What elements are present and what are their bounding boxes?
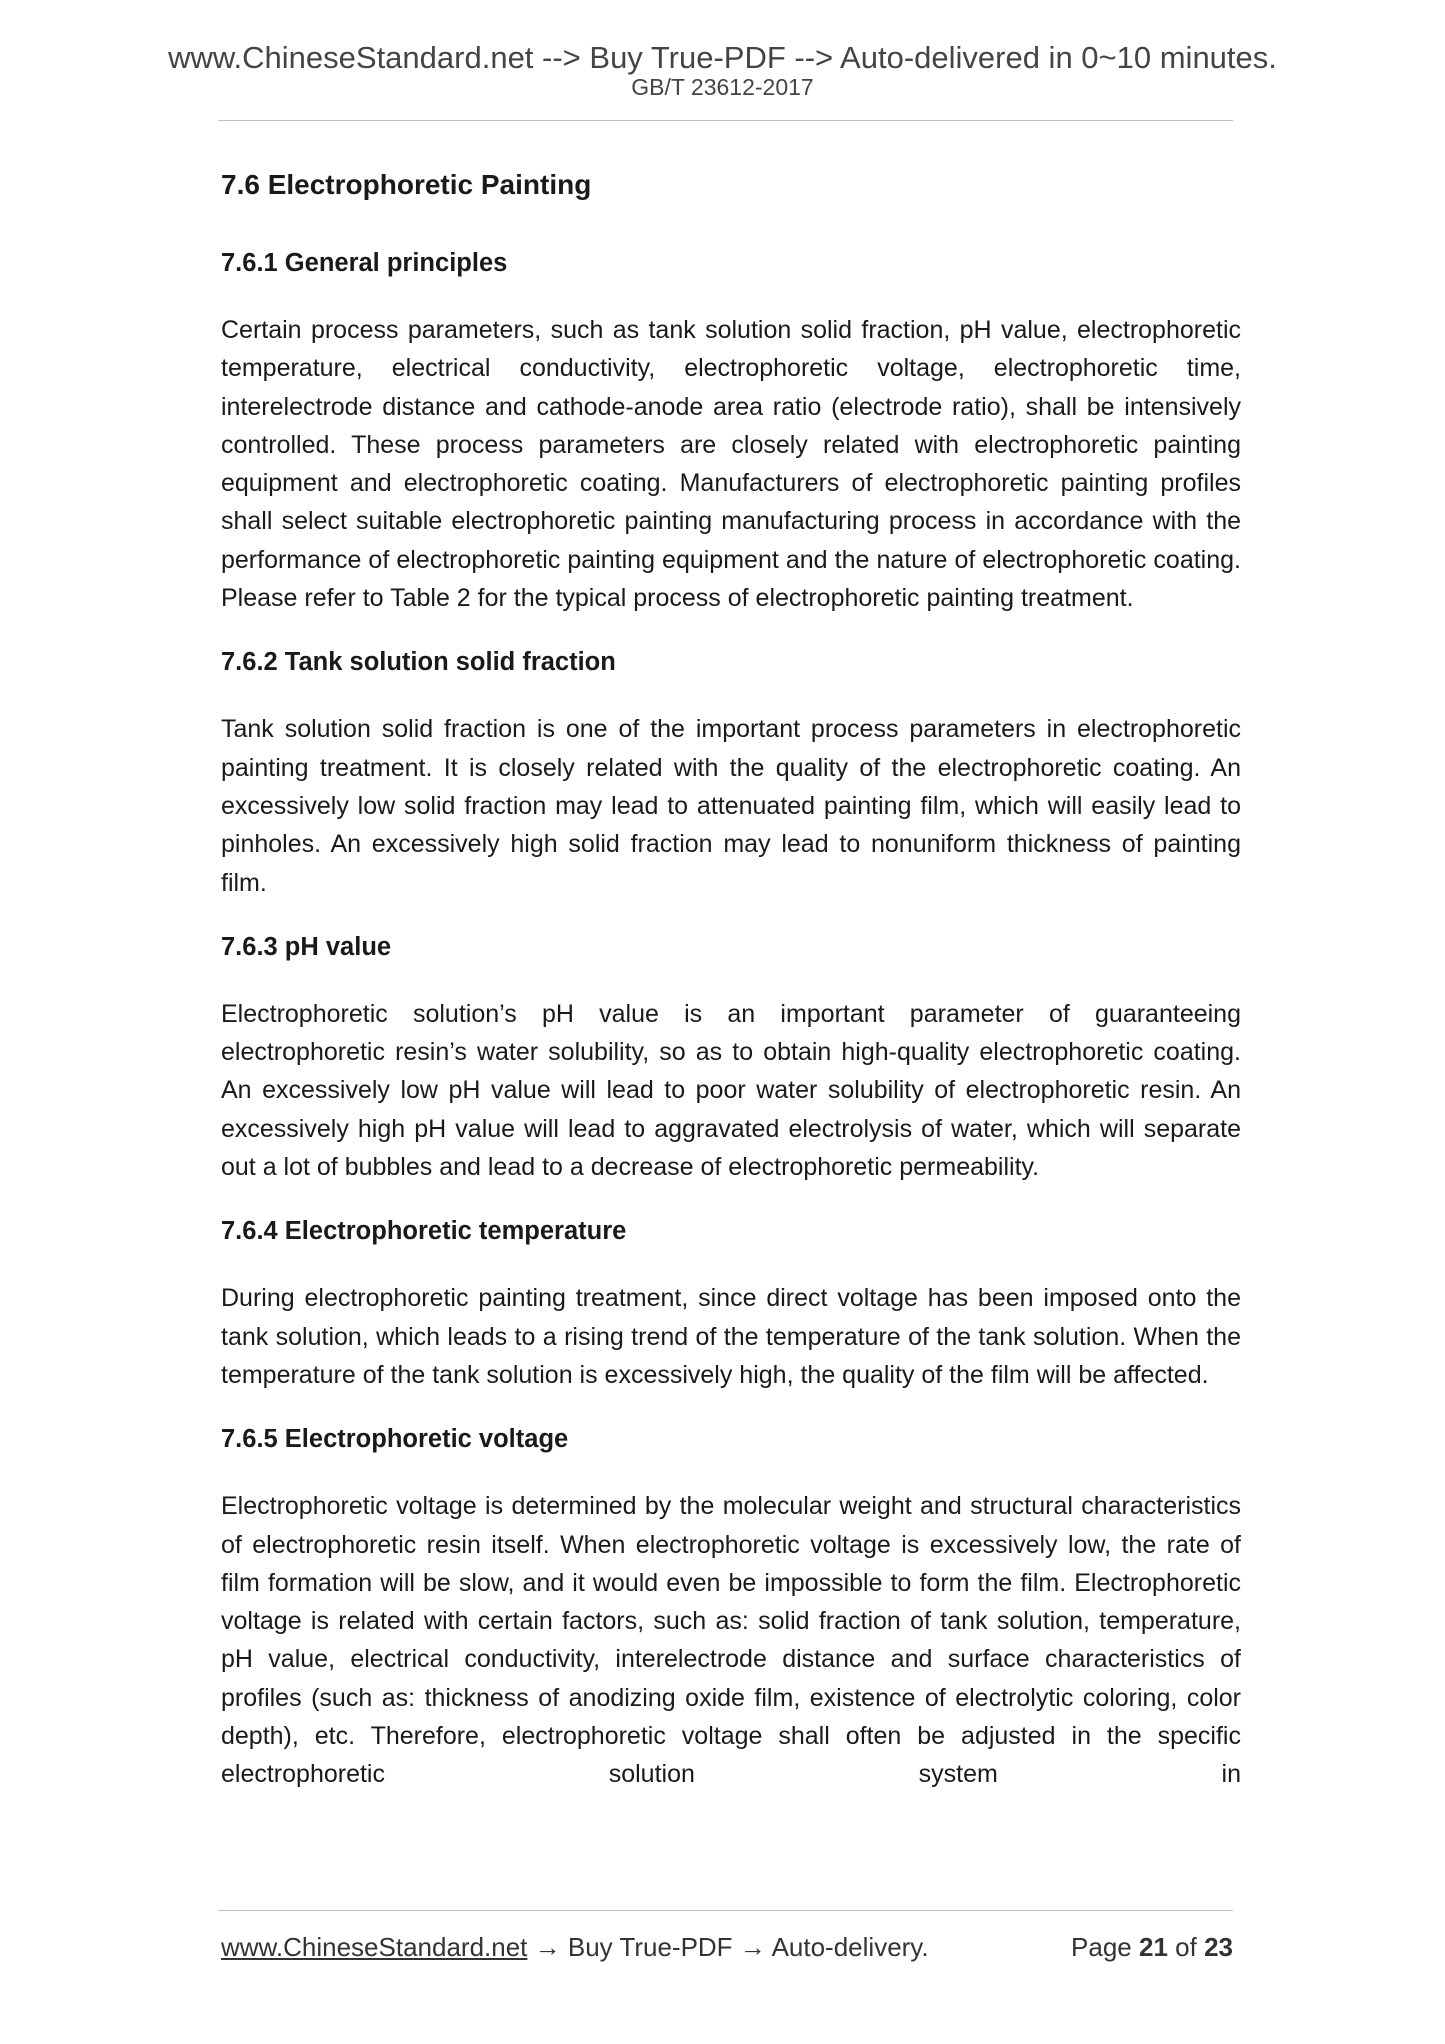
page-label: Page bbox=[1071, 1932, 1132, 1962]
paragraph-solid-fraction: Tank solution solid fraction is one of the important process parameters in electrophoretic painting treatment. It is closely related with the quality of the electrophoretic coating. An excessively low solid fraction may lead to attenuated painting film, which will easily lead to pinholes. An excessively high solid fraction may lead to nonuniform thickness of painting film. bbox=[221, 715, 1241, 897]
top-banner: www.ChineseStandard.net --> Buy True-PDF --> Auto-delivered in 0~10 minutes. bbox=[168, 40, 1277, 75]
paragraph-general-principles: Certain process parameters, such as tank solution solid fraction, pH value, electrophoretic temperature, electrical conductivity, electrophoretic voltage, electrophoretic time, interelectrode distance and cathode-anode area ratio (electrode ratio), shall be intensively controlled. These process parameters are closely related with electrophoretic painting equipment and electrophoretic coating. Manufacturers of electrophoretic painting profiles shall select suitable electrophoretic painting manufacturing process in accordance with the performance of electrophoretic painting equipment and the nature of electrophoretic coating. Please refer to Table 2 for the typical process of electrophoretic painting treatment. bbox=[221, 316, 1241, 613]
header-divider bbox=[218, 120, 1233, 121]
subsection-title-solid-fraction: 7.6.2 Tank solution solid fraction bbox=[221, 648, 616, 677]
page-indicator bbox=[1071, 1929, 1233, 1965]
subsection-title-ph-value: 7.6.3 pH value bbox=[221, 932, 392, 961]
page-of-label: of bbox=[1175, 1932, 1197, 1962]
subsection-title-temperature: 7.6.4 Electrophoretic temperature bbox=[221, 1217, 627, 1246]
document-body bbox=[221, 165, 1241, 1820]
page-footer bbox=[221, 1929, 1233, 1965]
footer-left bbox=[221, 1929, 929, 1965]
footer-site-link[interactable]: www.ChineseStandard.net bbox=[221, 1932, 528, 1962]
standard-code: GB/T 23612-2017 bbox=[631, 74, 814, 100]
paragraph-voltage: Electrophoretic voltage is determined by the molecular weight and structural characteristics of electrophoretic resin itself. When electrophoretic voltage is excessively low, the rate of film formation will be slow, and it would even be impossible to form the film. Electrophoretic voltage is related with certain factors, such as: solid fraction of tank solution, temperature, pH value, electrical conductivity, interelectrode distance and surface characteristics of profiles (such as: thickness of anodizing oxide film, existence of electrolytic coloring, color depth), etc. Therefore, electrophoretic voltage shall often be adjusted in the specific electrophoretic solution system in bbox=[221, 1492, 1241, 1789]
paragraph-ph-value: Electrophoretic solution’s pH value is an important parameter of guaranteeing electrophoretic resin’s water solubility, so as to obtain high-quality electrophoretic coating. An excessively low pH value will lead to poor water solubility of electrophoretic resin. An excessively high pH value will lead to aggravated electrolysis of water, which will separate out a lot of bubbles and lead to a decrease of electrophoretic permeability. bbox=[221, 999, 1241, 1182]
footer-divider bbox=[218, 1910, 1233, 1911]
page-total: 23 bbox=[1204, 1932, 1233, 1962]
page-current: 21 bbox=[1139, 1932, 1168, 1962]
subsection-title-general-principles: 7.6.1 General principles bbox=[221, 249, 508, 277]
subsection-title-voltage: 7.6.5 Electrophoretic voltage bbox=[221, 1425, 569, 1454]
section-title: 7.6 Electrophoretic Painting bbox=[221, 169, 592, 200]
footer-tagline: → Buy True-PDF → Auto-delivery. bbox=[527, 1932, 929, 1962]
paragraph-temperature: During electrophoretic painting treatment, since direct voltage has been imposed onto the tank solution, which leads to a rising trend of the temperature of the tank solution. When the temperature of the tank solution is excessively high, the quality of the film will be affected. bbox=[221, 1284, 1241, 1389]
